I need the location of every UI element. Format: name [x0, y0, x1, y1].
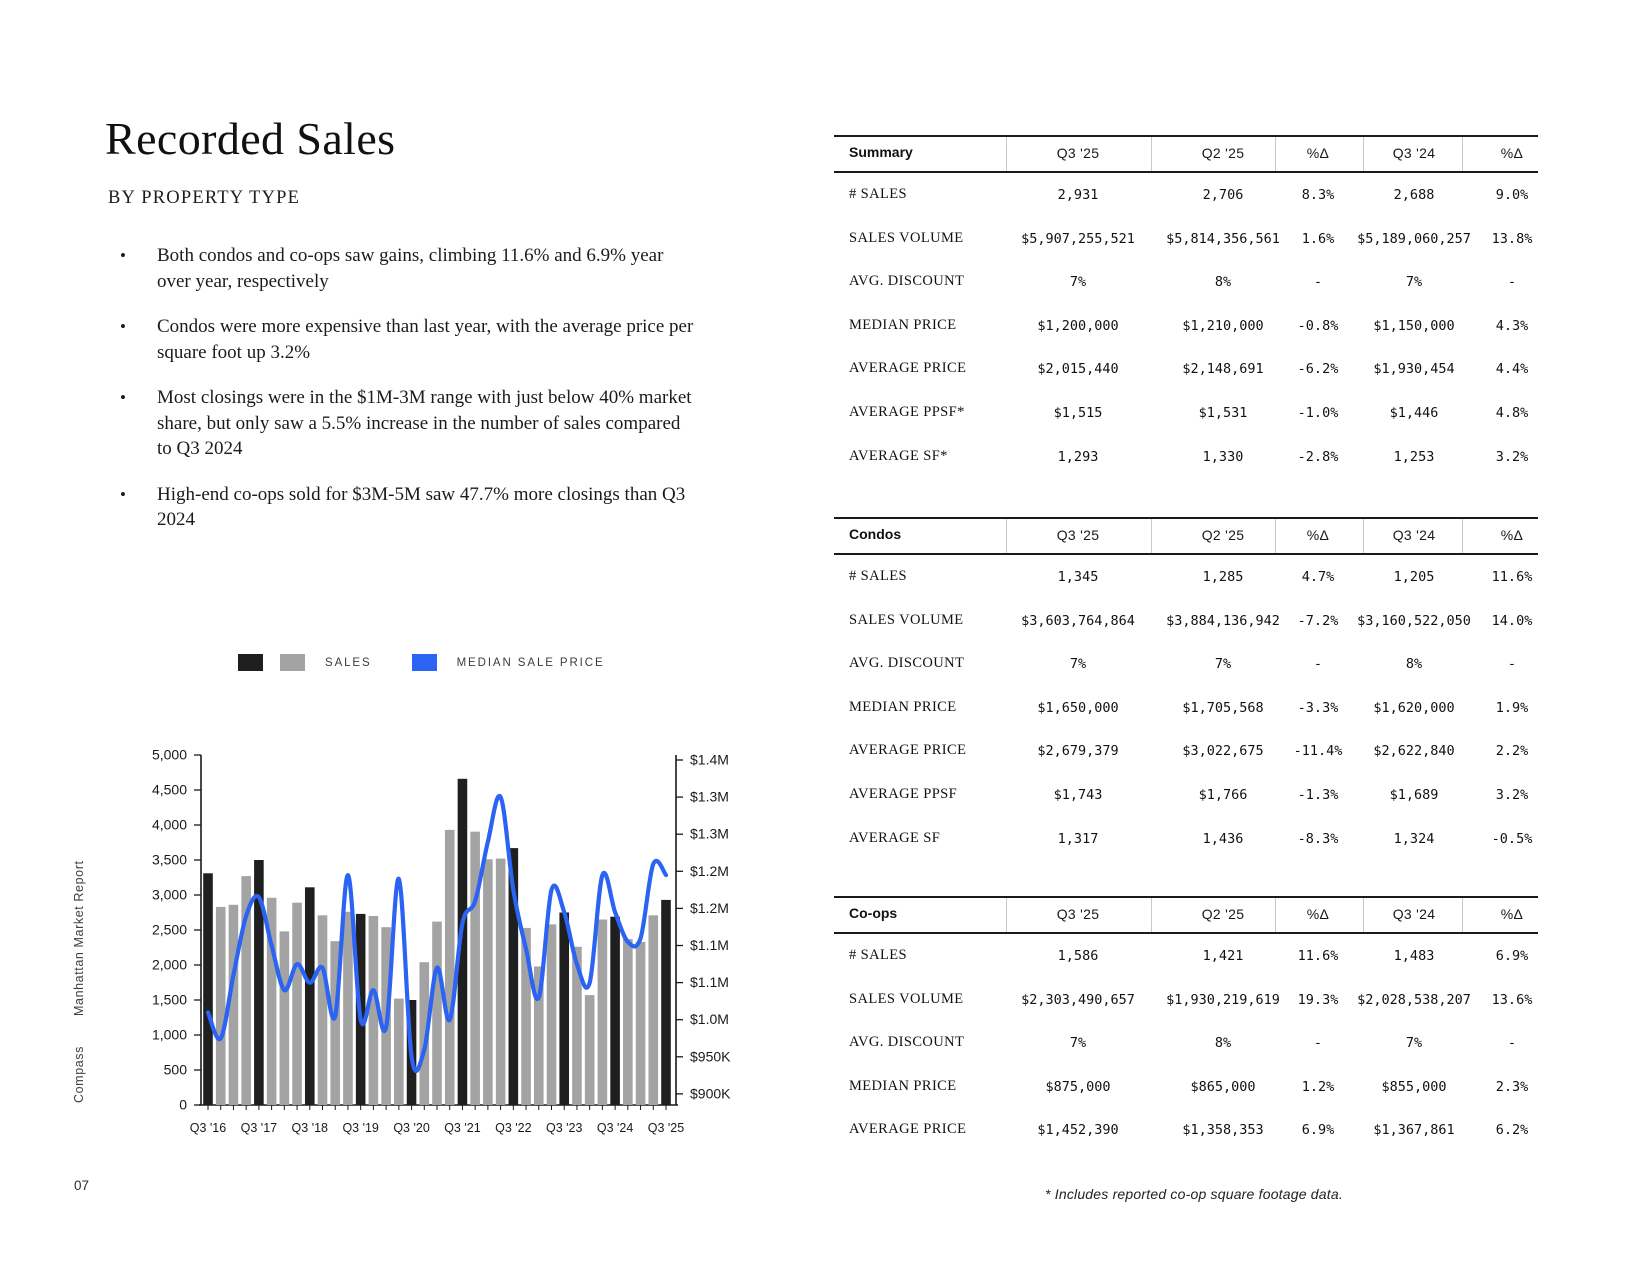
left-axis-label: 5,000: [151, 746, 187, 763]
table-cell: -0.8%: [1297, 317, 1339, 334]
sales-bar: [636, 942, 646, 1105]
x-axis-label: Q3 '24: [596, 1121, 634, 1135]
table-cell: -: [1507, 656, 1517, 673]
table-cell: $2,679,379: [1037, 743, 1119, 760]
header-divider: [1151, 519, 1152, 553]
column-header: %Δ: [1306, 145, 1330, 161]
sales-bar: [483, 859, 493, 1105]
condos-table: [834, 517, 1538, 862]
column-header: %Δ: [1500, 145, 1524, 161]
row-label: AVERAGE PPSF: [849, 786, 958, 802]
sales-bar: [292, 903, 302, 1105]
right-axis-label: $1.0M: [690, 1011, 729, 1028]
left-axis-label: 1,500: [151, 991, 187, 1008]
row-label: AVG. DISCOUNT: [849, 655, 965, 672]
table-cell: -7.2%: [1297, 612, 1339, 629]
table-cell: 7%: [1405, 1035, 1423, 1052]
table-name: Co-ops: [849, 905, 898, 921]
table-cell: 4.7%: [1301, 569, 1335, 585]
table-cell: 2.3%: [1495, 1078, 1529, 1095]
bullet-text: High-end co-ops sold for $3M-5M saw 47.7% more closings than Q3 2024: [157, 483, 686, 530]
x-axis-label: Q3 '20: [393, 1121, 430, 1135]
table-cell: 7%: [1405, 274, 1423, 291]
left-axis-label: 500: [163, 1061, 187, 1078]
chart-legend: [238, 654, 605, 671]
table-row: [834, 356, 1538, 384]
table-cell: 1,436: [1202, 830, 1244, 847]
sales-bar: [280, 931, 290, 1105]
table-name: Condos: [849, 526, 902, 542]
row-label: AVERAGE PRICE: [849, 742, 967, 759]
right-axis-label: $1.4M: [690, 751, 729, 768]
row-label: MEDIAN PRICE: [849, 698, 957, 715]
coops-table: [834, 896, 1538, 1156]
table-cell: 8%: [1405, 656, 1423, 673]
table-row: [834, 313, 1538, 341]
table-cell: 1,483: [1393, 948, 1435, 964]
table-cell: 6.9%: [1301, 1122, 1335, 1139]
table-cell: $1,689: [1389, 787, 1439, 803]
right-axis-label: $950K: [690, 1048, 731, 1065]
sales-bar: [305, 887, 315, 1105]
table-cell: $1,367,861: [1373, 1122, 1455, 1139]
sales-bar: [216, 907, 226, 1105]
table-cell: 2,706: [1202, 187, 1244, 203]
row-label: AVERAGE PRICE: [849, 360, 967, 377]
table-row: [834, 400, 1538, 428]
footnote: * Includes reported co-op square footage data.: [1045, 1186, 1343, 1202]
right-axis-label: $900K: [690, 1085, 731, 1102]
header-divider: [1462, 898, 1463, 932]
table-cell: $2,303,490,657: [1021, 991, 1135, 1008]
column-header: %Δ: [1500, 527, 1524, 543]
sales-gray-swatch: [280, 654, 305, 671]
vertical-report-title: Manhattan Market Report: [72, 860, 86, 1016]
bullet-list: [120, 243, 695, 553]
table-top-border: [834, 135, 1538, 137]
column-header: Q3 '25: [1056, 145, 1100, 161]
column-header: Q3 '25: [1056, 906, 1100, 922]
table-cell: $3,884,136,942: [1166, 612, 1280, 629]
table-cell: 1,330: [1202, 448, 1244, 465]
table-cell: $3,160,522,050: [1357, 612, 1471, 629]
table-row: [834, 269, 1538, 297]
table-cell: 1.2%: [1301, 1078, 1335, 1095]
x-axis-label: Q3 '19: [342, 1121, 379, 1135]
table-cell: 1,586: [1057, 948, 1099, 964]
table-cell: 2,688: [1393, 187, 1435, 203]
table-cell: $3,603,764,864: [1021, 612, 1135, 629]
table-cell: $1,446: [1389, 405, 1439, 421]
table-cell: $1,452,390: [1037, 1122, 1119, 1139]
table-row: [834, 444, 1538, 472]
table-row: [834, 1030, 1538, 1058]
page-number: 07: [74, 1178, 90, 1193]
page-title: Recorded Sales: [105, 113, 396, 164]
column-header: %Δ: [1306, 527, 1330, 543]
bullet-text: Most closings were in the $1M-3M range with just below 40% market share, but only saw a 5.5% increase in the number of sales compared to Q3 2024: [157, 387, 692, 459]
bullet-marker: •: [120, 484, 126, 504]
table-cell: 7%: [1069, 1035, 1087, 1052]
table-cell: 1,253: [1393, 448, 1435, 465]
legend-sales-label: SALES: [325, 656, 372, 669]
left-axis-label: 0: [179, 1096, 187, 1113]
right-axis-label: $1.2M: [690, 862, 729, 879]
table-cell: $5,814,356,561: [1166, 230, 1280, 247]
table-top-border: [834, 517, 1538, 519]
right-axis-label: $1.3M: [690, 825, 729, 842]
table-cell: $865,000: [1190, 1078, 1256, 1095]
column-header: Q3 '24: [1392, 527, 1436, 543]
column-header: %Δ: [1500, 906, 1524, 922]
table-name: Summary: [849, 144, 913, 160]
table-row: [834, 782, 1538, 810]
table-cell: 1,205: [1393, 569, 1435, 585]
row-label: SALES VOLUME: [849, 990, 964, 1007]
table-header-border: [834, 553, 1538, 555]
column-header: Q3 '24: [1392, 906, 1436, 922]
table-cell: 1.9%: [1495, 699, 1529, 716]
table-cell: 8%: [1214, 1035, 1232, 1052]
table-cell: -1.0%: [1297, 405, 1339, 421]
page-subtitle: BY PROPERTY TYPE: [108, 188, 301, 208]
row-label: SALES VOLUME: [849, 611, 964, 628]
summary-table: [834, 135, 1538, 480]
sales-bar: [470, 832, 480, 1105]
column-header: Q3 '25: [1056, 527, 1100, 543]
sales-bar: [203, 873, 213, 1105]
table-cell: 13.6%: [1491, 991, 1533, 1008]
table-cell: $1,743: [1053, 787, 1103, 803]
row-label: MEDIAN PRICE: [849, 316, 957, 333]
sales-bar: [648, 915, 658, 1105]
sales-bar: [585, 995, 595, 1105]
sales-bar: [598, 920, 608, 1106]
table-cell: 8.3%: [1301, 187, 1335, 203]
header-divider: [1151, 137, 1152, 171]
header-divider: [1275, 519, 1276, 553]
table-cell: $2,028,538,207: [1357, 991, 1471, 1008]
table-cell: 7%: [1069, 656, 1087, 673]
table-cell: $1,930,219,619: [1166, 991, 1280, 1008]
sales-dark-swatch: [238, 654, 263, 671]
table-cell: 6.2%: [1495, 1122, 1529, 1139]
table-cell: 9.0%: [1495, 187, 1529, 203]
table-cell: 11.6%: [1297, 948, 1339, 964]
x-axis-label: Q3 '18: [291, 1121, 329, 1135]
table-cell: 1,285: [1202, 569, 1244, 585]
left-axis-label: 1,000: [151, 1026, 187, 1043]
table-cell: 13.8%: [1491, 230, 1533, 247]
table-cell: 2,931: [1057, 187, 1099, 203]
sales-bar: [432, 922, 442, 1105]
header-divider: [1363, 519, 1364, 553]
table-cell: -0.5%: [1491, 830, 1533, 847]
table-cell: -1.3%: [1297, 787, 1339, 803]
table-cell: 6.9%: [1495, 948, 1529, 964]
table-cell: -8.3%: [1297, 830, 1339, 847]
row-label: AVERAGE PPSF*: [849, 404, 965, 420]
table-cell: $1,531: [1198, 405, 1248, 421]
sales-bar: [661, 900, 671, 1105]
header-divider: [1363, 898, 1364, 932]
row-label: AVERAGE SF: [849, 829, 941, 846]
table-row: [834, 738, 1538, 766]
table-row: [834, 226, 1538, 254]
table-cell: 11.6%: [1491, 569, 1533, 585]
right-axis-label: $1.2M: [690, 899, 729, 916]
table-cell: 7%: [1214, 656, 1232, 673]
table-cell: 1,293: [1057, 448, 1099, 465]
row-label: AVERAGE PRICE: [849, 1121, 967, 1138]
left-axis-label: 3,000: [151, 886, 187, 903]
right-axis-label: $1.3M: [690, 788, 729, 805]
row-label: AVERAGE SF*: [849, 447, 948, 464]
bullet-text: Condos were more expensive than last year, with the average price per square foot up 3.2%: [157, 316, 694, 363]
table-cell: -: [1313, 274, 1323, 291]
header-divider: [1275, 137, 1276, 171]
sales-bar: [559, 913, 569, 1106]
table-cell: $1,930,454: [1373, 361, 1455, 378]
bullet-item: [120, 314, 695, 365]
table-cell: 4.8%: [1495, 405, 1529, 421]
table-row: [834, 1074, 1538, 1102]
header-divider: [1363, 137, 1364, 171]
left-axis-label: 4,000: [151, 816, 187, 833]
table-row: [834, 943, 1538, 971]
x-axis-label: Q3 '25: [647, 1121, 685, 1135]
header-divider: [1006, 137, 1007, 171]
table-cell: $875,000: [1045, 1078, 1111, 1095]
sales-bar: [343, 912, 353, 1105]
table-cell: $2,148,691: [1182, 361, 1264, 378]
table-cell: -: [1313, 1035, 1323, 1052]
table-row: [834, 695, 1538, 723]
header-divider: [1462, 519, 1463, 553]
header-divider: [1462, 137, 1463, 171]
left-axis-label: 2,000: [151, 956, 187, 973]
sales-bar: [547, 924, 557, 1105]
table-cell: -: [1313, 656, 1323, 673]
row-label: # SALES: [849, 947, 907, 963]
sales-median-price-chart: [60, 700, 740, 1190]
table-cell: $855,000: [1381, 1078, 1447, 1095]
table-cell: $3,022,675: [1182, 743, 1264, 760]
table-row: [834, 651, 1538, 679]
bullet-text: Both condos and co-ops saw gains, climbing 11.6% and 6.9% year over year, respectively: [157, 245, 664, 292]
table-row: [834, 564, 1538, 592]
table-cell: 1.6%: [1301, 230, 1335, 247]
table-cell: $1,650,000: [1037, 699, 1119, 716]
table-header-border: [834, 932, 1538, 934]
bullet-marker: •: [120, 246, 126, 265]
bullet-item: [120, 385, 695, 462]
table-row: [834, 608, 1538, 636]
x-axis-label: Q3 '16: [189, 1121, 227, 1135]
sales-bar: [496, 859, 506, 1105]
table-cell: 8%: [1214, 274, 1232, 291]
table-cell: 1,317: [1057, 830, 1099, 847]
table-row: [834, 826, 1538, 854]
table-cell: $1,200,000: [1037, 317, 1119, 334]
table-cell: 1,421: [1202, 948, 1244, 964]
table-cell: -11.4%: [1293, 743, 1343, 760]
x-axis-label: Q3 '22: [495, 1121, 532, 1135]
table-top-border: [834, 896, 1538, 898]
legend-median-label: MEDIAN SALE PRICE: [456, 656, 605, 669]
table-header-border: [834, 171, 1538, 173]
right-axis-label: $1.1M: [690, 937, 729, 953]
table-cell: -2.8%: [1297, 448, 1339, 465]
table-cell: $1,358,353: [1182, 1122, 1264, 1139]
sales-bar: [623, 939, 633, 1105]
left-axis-label: 4,500: [151, 781, 187, 798]
table-cell: 4.3%: [1495, 317, 1529, 334]
column-header: Q3 '24: [1392, 145, 1436, 161]
table-cell: $1,515: [1053, 405, 1103, 421]
table-cell: $1,766: [1198, 787, 1248, 803]
table-cell: -: [1507, 274, 1517, 291]
bullet-marker: •: [120, 388, 126, 407]
right-axis-label: $1.1M: [690, 974, 729, 991]
bullet-item: [120, 482, 695, 533]
row-label: AVG. DISCOUNT: [849, 273, 965, 290]
median-price-swatch: [412, 654, 437, 671]
bullet-item: [120, 243, 695, 294]
table-cell: $1,620,000: [1373, 699, 1455, 716]
table-cell: 19.3%: [1297, 991, 1339, 1008]
table-cell: $1,705,568: [1182, 699, 1264, 716]
row-label: SALES VOLUME: [849, 229, 964, 246]
sales-bar: [445, 830, 455, 1105]
table-row: [834, 987, 1538, 1015]
sales-bar: [610, 917, 620, 1105]
header-divider: [1275, 898, 1276, 932]
left-axis-label: 2,500: [151, 921, 187, 938]
table-cell: 4.4%: [1495, 361, 1529, 378]
bullet-marker: •: [120, 317, 126, 336]
table-cell: -: [1507, 1035, 1517, 1052]
table-cell: 1,345: [1057, 569, 1099, 585]
left-axis-label: 3,500: [151, 851, 187, 868]
table-cell: 14.0%: [1491, 612, 1533, 629]
column-header: %Δ: [1306, 906, 1330, 922]
table-cell: 3.2%: [1495, 448, 1529, 465]
x-axis-label: Q3 '17: [240, 1121, 278, 1135]
header-divider: [1006, 519, 1007, 553]
sales-bar: [394, 999, 404, 1105]
sales-bar: [318, 915, 328, 1105]
vertical-brand: Compass: [72, 1046, 86, 1103]
table-cell: -3.3%: [1297, 699, 1339, 716]
table-cell: $1,210,000: [1182, 317, 1264, 334]
column-header: Q2 '25: [1201, 145, 1245, 161]
row-label: AVG. DISCOUNT: [849, 1034, 965, 1051]
table-cell: 7%: [1069, 274, 1087, 291]
table-cell: 2.2%: [1495, 743, 1529, 760]
header-divider: [1151, 898, 1152, 932]
column-header: Q2 '25: [1201, 906, 1245, 922]
table-row: [834, 1117, 1538, 1145]
table-cell: 3.2%: [1495, 787, 1529, 803]
header-divider: [1006, 898, 1007, 932]
x-axis-label: Q3 '21: [444, 1121, 481, 1135]
column-header: Q2 '25: [1201, 527, 1245, 543]
x-axis-label: Q3 '23: [545, 1121, 583, 1135]
table-cell: $2,015,440: [1037, 361, 1119, 378]
table-row: [834, 182, 1538, 210]
table-cell: $1,150,000: [1373, 317, 1455, 334]
table-cell: $2,622,840: [1373, 743, 1455, 760]
row-label: # SALES: [849, 568, 907, 584]
table-cell: 1,324: [1393, 830, 1435, 847]
row-label: # SALES: [849, 186, 907, 202]
table-cell: -6.2%: [1297, 361, 1339, 378]
table-cell: $5,189,060,257: [1357, 230, 1471, 247]
row-label: MEDIAN PRICE: [849, 1077, 957, 1094]
table-cell: $5,907,255,521: [1021, 230, 1135, 247]
